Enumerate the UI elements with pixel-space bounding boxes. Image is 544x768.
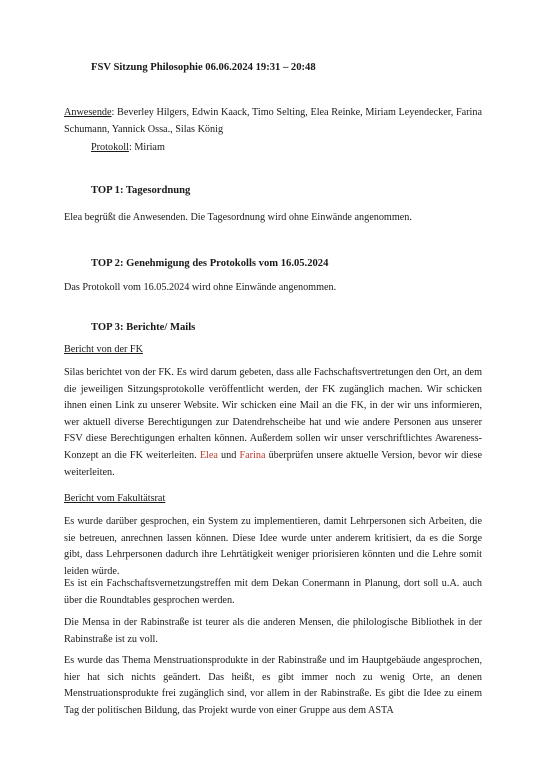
top1-text: Elea begrüßt die Anwesenden. Die Tagesordnung wird ohne Einwände angenommen. <box>64 212 412 223</box>
protocol-line <box>91 142 165 153</box>
highlighted-name-farina: Farina <box>239 449 266 461</box>
top2-text: Das Protokoll vom 16.05.2024 wird ohne Einwände angenommen. <box>64 282 337 293</box>
attendees-label: Anwesende <box>64 107 112 118</box>
fk-report-subheading: Bericht von der FK <box>64 344 143 355</box>
protocol-name: : Miriam <box>128 142 165 153</box>
attendees-paragraph <box>64 104 482 138</box>
faculty-report-subheading: Bericht vom Fakultätsrat <box>64 493 166 504</box>
attendees-names: : Beverley Hilgers, Edwin Kaack, Timo Selting, Elea Reinke, Miriam Leyendecker, Farina Schumann, Yannick Ossa., Silas König <box>64 107 482 135</box>
faculty-paragraph-1: Es wurde darüber gesprochen, ein System zu implementieren, damit Lehrpersonen sich Arbeiten, die sie betreuen, anrechnen lassen können. Diese Idee wurde unter anderem kritisiert, da es die Sorge gibt, dass Lehrpersonen dadurch ihre Lehrtätigkeit weniger priorisieren könnten und die Lehre somit leiden würde. <box>64 516 482 577</box>
document-title: FSV Sitzung Philosophie 06.06.2024 19:31 – 20:48 <box>91 62 316 73</box>
highlighted-name-elea: Elea <box>199 449 218 461</box>
top1-heading: TOP 1: Tagesordnung <box>91 185 191 196</box>
faculty-paragraph-4: Es wurde das Thema Menstruationsprodukte in der Rabinstraße und im Hauptgebäude angesprochen, hier hat sich nichts geändert. Das heißt, es gibt immer noch zu wenig Orte, an denen Menstruationsprodukte frei zugänglich sind, vor allem in der Rabinstraße. Es gibt die Idee zu einem Tag der politischen Bildung, das Projekt wurde von einer Gruppe aus dem ASTA <box>64 655 482 716</box>
faculty-paragraph-2: Es ist ein Fachschaftsvernetzungstreffen mit dem Dekan Conermann in Planung, dort soll u.A. auch über die Roundtables gesprochen werden. <box>64 578 482 606</box>
faculty-paragraph-3: Die Mensa in der Rabinstraße ist teurer als die anderen Mensen, die philologische Bibliothek in der Rabinstraße ist zu voll. <box>64 617 482 645</box>
fk-report-text <box>64 365 482 481</box>
fk-text-before: Silas berichtet von der FK. Es wird darum gebeten, dass alle Fachschaftsvertretungen den Ort, an dem die jeweiligen Sitzungsprotokolle veröffentlicht werden, der FK zugänglich machen. Wir schicken ihnen einen Link zu unserer Website. Wir schicken eine Mail an die FK, in der wir uns informieren, wer aktuell diverse Berechtigungen zur Datendrehscheibe hat und wie andere Personen aus unserer FSV diese Berechtigungen erhalten können. Außerdem sollen wir unser verschriftlichtes Awareness-Konzept an die FK weiterleiten. <box>64 367 482 461</box>
top2-heading: TOP 2: Genehmigung des Protokolls vom 16.05.2024 <box>91 258 329 269</box>
fk-text-after: überprüfen unsere aktuelle Version, bevor wir diese weiterleiten. <box>64 449 482 478</box>
top3-heading: TOP 3: Berichte/ Mails <box>91 322 196 333</box>
protocol-label: Protokoll <box>91 142 129 153</box>
fk-text-and: und <box>217 449 240 461</box>
